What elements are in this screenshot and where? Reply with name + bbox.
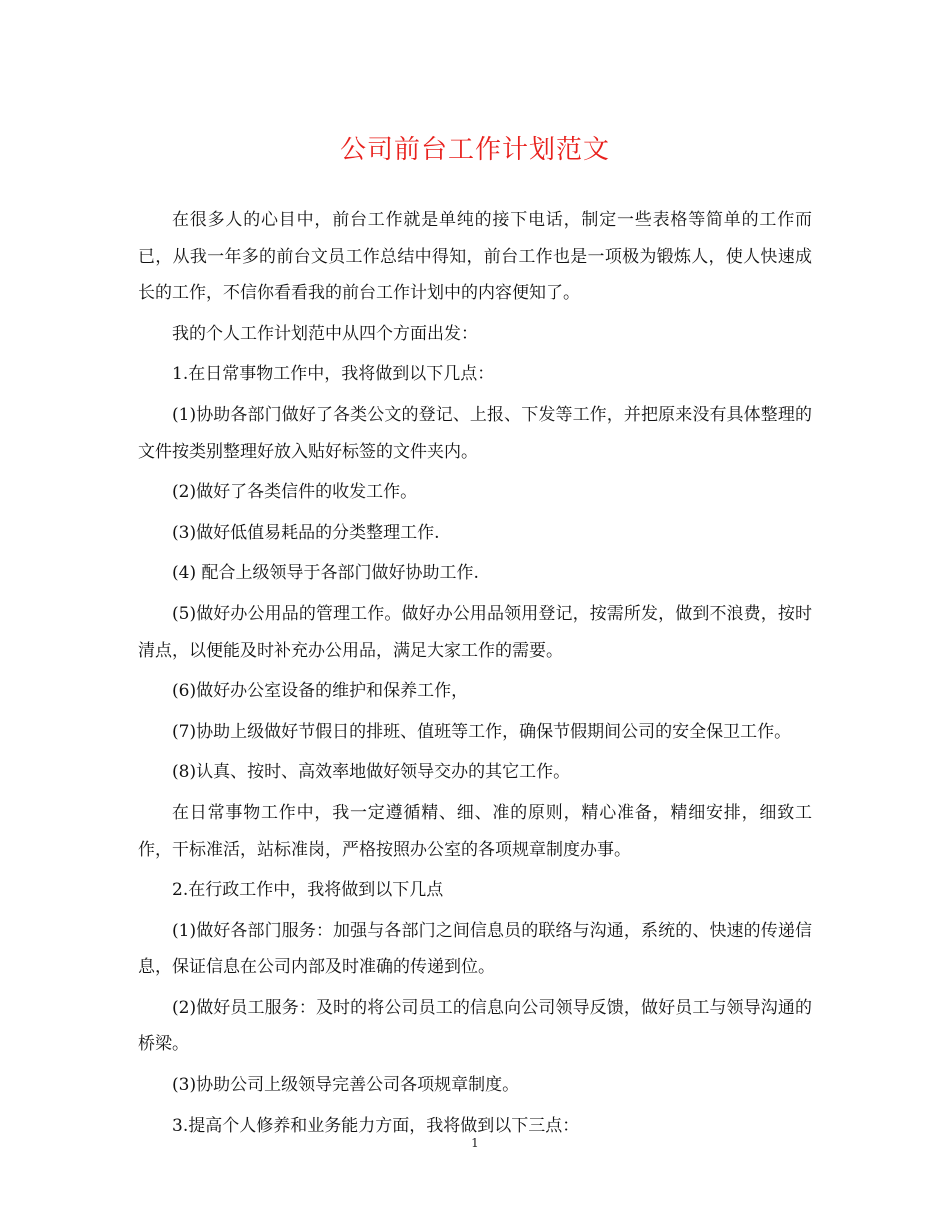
section-heading: 2.在行政工作中，我将做到以下几点 xyxy=(172,880,444,901)
list-item: (2)做好员工服务：及时的将公司员工的信息向公司领导反馈，做好员工与领导沟通的桥梁。 xyxy=(138,997,812,1055)
list-item: (5)做好办公用品的管理工作。做好办公用品领用登记，按需所发，做到不浪费，按时清点，以便能及时补充办公用品，满足大家工作的需要。 xyxy=(138,603,812,661)
list-item: (3)协助公司上级领导完善公司各项规章制度。 xyxy=(172,1075,520,1096)
list-item: (2)做好了各类信件的收发工作。 xyxy=(172,482,418,503)
list-item: (6)做好办公室设备的维护和保养工作， xyxy=(172,681,469,702)
paragraph: 在很多人的心目中，前台工作就是单纯的接下电话，制定一些表格等简单的工作而已，从我一年多的前台文员工作总结中得知，前台工作也是一项极为锻炼人，使人快速成长的工作，不信你看看我的前台工作计划中的内容便知了。 xyxy=(138,210,812,304)
list-item: (3)做好低值易耗品的分类整理工作. xyxy=(172,522,440,543)
list-item: (4) 配合上级领导于各部门做好协助工作. xyxy=(172,563,479,584)
list-item: (7)协助上级做好节假日的排班、值班等工作，确保节假期间公司的安全保卫工作。 xyxy=(172,721,792,742)
list-item: (1)协助各部门做好了各类公文的登记、上报、下发等工作，并把原来没有具体整理的文件按类别整理好放入贴好标签的文件夹内。 xyxy=(138,404,812,462)
page-number: 1 xyxy=(471,1136,479,1150)
document-body xyxy=(138,202,812,1148)
section-heading: 3.提高个人修养和业务能力方面，我将做到以下三点： xyxy=(172,1115,580,1136)
section-heading: 1.在日常事物工作中，我将做到以下几点： xyxy=(172,364,495,385)
list-item: (8)认真、按时、高效率地做好领导交办的其它工作。 xyxy=(172,762,571,783)
document-title: 公司前台工作计划范文 xyxy=(339,135,610,165)
list-item: (1)做好各部门服务：加强与各部门之间信息员的联络与沟通，系统的、快速的传递信息，保证信息在公司内部及时准确的传递到位。 xyxy=(138,920,812,978)
paragraph: 我的个人工作计划范中从四个方面出发： xyxy=(172,323,478,344)
paragraph: 在日常事物工作中，我一定遵循精、细、准的原则，精心准备，精细安排，细致工作，干标准活，站标准岗，严格按照办公室的各项规章制度办事。 xyxy=(138,802,812,860)
